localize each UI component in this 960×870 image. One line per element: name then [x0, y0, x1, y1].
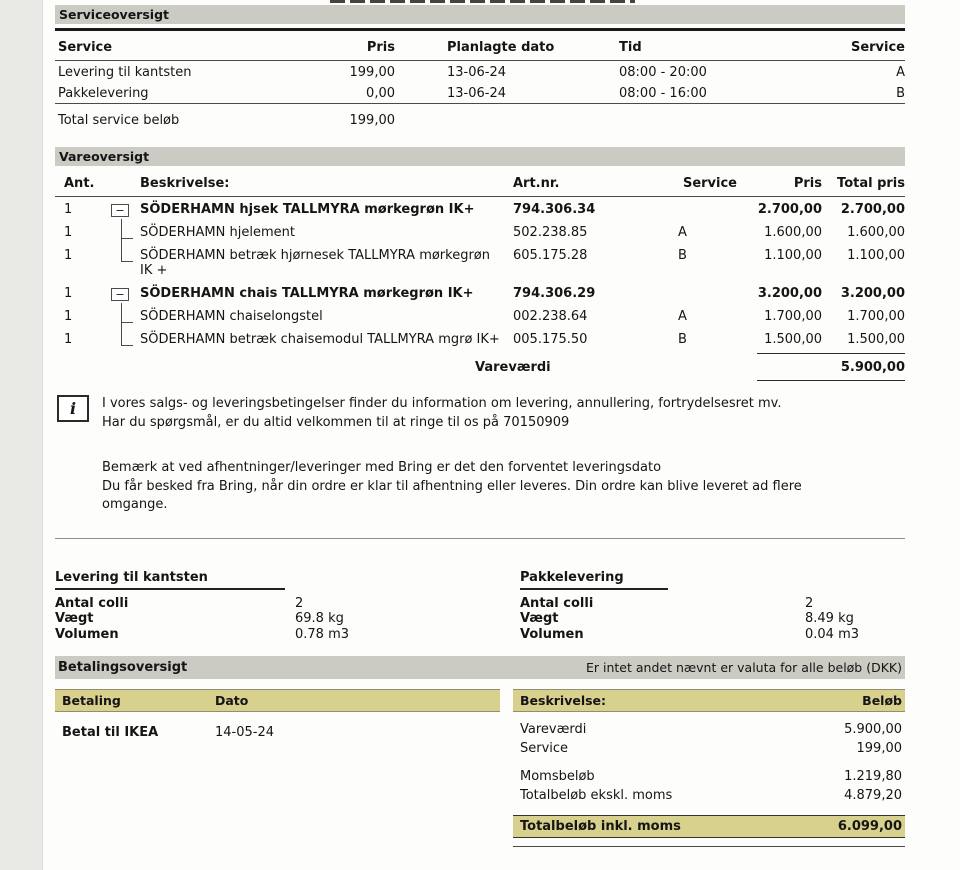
- items-subtotal-row: [55, 354, 905, 380]
- shipment-value: 2: [295, 595, 304, 611]
- service-price: 199,00: [349, 65, 395, 80]
- info-section: [55, 395, 905, 515]
- shipment-label: Antal colli: [520, 595, 594, 611]
- col-header-artnr: Art.nr.: [513, 176, 560, 191]
- col-header-pris: Pris: [793, 176, 822, 191]
- amount-row: [513, 720, 905, 739]
- section-header-betalingsoversigt: [55, 656, 905, 679]
- service-code: B: [896, 86, 905, 101]
- document-content: [55, 0, 905, 847]
- item-artnr: 002.238.64: [513, 309, 588, 324]
- service-table-header: [55, 31, 905, 60]
- item-qty: 1: [64, 309, 73, 324]
- payment-left-header: [55, 689, 500, 712]
- section-header-serviceoversigt: [55, 5, 905, 24]
- service-time: 08:00 - 16:00: [619, 86, 707, 101]
- col-header-belob: Beløb: [862, 693, 902, 708]
- shipment-value: 0.04 m3: [805, 626, 860, 642]
- shipment-value: 8.49 kg: [805, 611, 854, 626]
- item-description: SÖDERHAMN betræk hjørnesek TALLMYRA mørkegrøn IK +: [140, 248, 491, 278]
- item-qty: 1: [64, 332, 73, 347]
- shipment-kantsten: [55, 570, 520, 643]
- item-row-child: [55, 243, 905, 281]
- info-paragraph: Bemærk at ved afhentninger/leveringer med Bring er det den forventet leveringsdato: [102, 460, 662, 475]
- item-artnr: 005.175.50: [513, 332, 588, 347]
- items-table-header: [55, 166, 905, 196]
- shipment-row: [520, 611, 905, 627]
- tree-connector-icon: [121, 309, 135, 324]
- service-price: 0,00: [366, 86, 395, 101]
- item-artnr: 794.306.29: [513, 286, 596, 301]
- item-artnr: 794.306.34: [513, 202, 596, 217]
- info-paragraph: I vores salgs- og leveringsbetingelser finder du information om levering, annullering, fortrydelsesret mv.: [102, 396, 782, 411]
- item-service: B: [678, 332, 687, 347]
- shipment-row: [55, 627, 520, 643]
- shipment-label: Vægt: [520, 611, 559, 626]
- grand-total-value: 6.099,00: [837, 819, 902, 834]
- col-header-tid: Tid: [619, 40, 642, 55]
- item-description: SÖDERHAMN betræk chaisemodul TALLMYRA mgrø IK+: [140, 332, 500, 347]
- spacer: [513, 758, 905, 767]
- divider: [513, 846, 905, 847]
- shipment-value: 0.78 m3: [295, 626, 350, 642]
- grand-total-label: Totalbeløb inkl. moms: [520, 819, 681, 834]
- amount-label: Totalbeløb ekskl. moms: [520, 788, 673, 803]
- shipment-title: Levering til kantsten: [55, 570, 285, 590]
- service-total-row: [55, 104, 905, 140]
- item-price: 1.100,00: [764, 248, 822, 263]
- item-service: A: [678, 309, 687, 324]
- shipment-value: 2: [805, 595, 814, 611]
- shipment-details: [55, 570, 905, 643]
- item-row-child: [55, 220, 905, 243]
- subtotal-label: Vareværdi: [475, 360, 551, 375]
- amount-row: [513, 739, 905, 758]
- item-row-parent: [55, 281, 905, 304]
- section-title: Betalingsoversigt: [58, 660, 188, 675]
- col-header-betaling: Betaling: [62, 693, 121, 708]
- shipment-row: [55, 596, 520, 612]
- info-paragraph: Du får besked fra Bring, når din ordre er klar til afhentning eller leveres. Din ordre kan blive leveret ad flere omgange.: [102, 478, 802, 512]
- subtotal-underline: [757, 380, 905, 381]
- service-total-label: Total service beløb: [58, 113, 180, 128]
- currency-note: Er intet andet nævnt er valuta for alle beløb (DKK): [586, 660, 902, 675]
- col-header-pris: Pris: [366, 40, 395, 55]
- service-total-value: 199,00: [349, 113, 395, 128]
- col-header-service-code: Service: [850, 40, 905, 55]
- item-artnr: 502.238.85: [513, 225, 588, 240]
- grand-total-row: [513, 815, 905, 838]
- item-row-child: [55, 327, 905, 350]
- item-price: 1.500,00: [764, 332, 822, 347]
- item-total-price: 3.200,00: [840, 286, 905, 301]
- shipment-row: [55, 611, 520, 627]
- service-name: Pakkelevering: [58, 86, 149, 101]
- tree-connector-icon: [121, 332, 135, 347]
- service-name: Levering til kantsten: [58, 65, 192, 80]
- info-icon: i: [57, 395, 89, 422]
- spacer: [102, 432, 837, 459]
- shipment-row: [520, 596, 905, 612]
- payment-date: 14-05-24: [215, 725, 275, 740]
- tree-connector-icon: [121, 225, 135, 240]
- item-row-child: [55, 304, 905, 327]
- collapse-minus-icon: [111, 288, 129, 301]
- amount-value: 4.879,20: [844, 788, 902, 803]
- minus-glyph: −: [115, 288, 125, 301]
- item-price: 1.600,00: [764, 225, 822, 240]
- col-header-service: Service: [682, 176, 737, 191]
- info-paragraph: Har du spørgsmål, er du altid velkommen til at ringe til os på 70150909: [102, 414, 570, 430]
- payment-tables: [55, 689, 905, 847]
- amount-row: [513, 786, 905, 805]
- item-artnr: 605.175.28: [513, 248, 588, 263]
- item-qty: 1: [64, 248, 73, 263]
- item-price: 2.700,00: [757, 202, 822, 217]
- payment-payee: Betal til IKEA: [62, 725, 159, 740]
- divider-light: [55, 538, 905, 539]
- shipment-row: [520, 627, 905, 643]
- tree-connector-icon: [121, 248, 135, 278]
- shipment-title: Pakkelevering: [520, 570, 668, 590]
- col-header-beskrivelse: Beskrivelse:: [520, 693, 607, 708]
- item-row-parent: [55, 197, 905, 220]
- col-header-dato: Dato: [215, 693, 249, 708]
- item-qty: 1: [64, 286, 73, 301]
- shipment-label: Volumen: [520, 626, 584, 642]
- page-left-margin: [0, 0, 43, 870]
- shipment-value: 69.8 kg: [295, 611, 344, 626]
- col-header-service: Service: [58, 40, 113, 55]
- shipment-label: Vægt: [55, 611, 94, 626]
- item-total-price: 1.500,00: [847, 332, 905, 347]
- item-qty: 1: [64, 225, 73, 240]
- minus-glyph: −: [115, 204, 125, 217]
- amount-label: Momsbeløb: [520, 769, 595, 784]
- service-time: 08:00 - 20:00: [619, 65, 707, 80]
- section-title: Serviceoversigt: [59, 7, 169, 22]
- shipment-label: Volumen: [55, 626, 119, 642]
- item-qty: 1: [64, 202, 73, 217]
- section-header-vareoversigt: [55, 147, 905, 166]
- service-code: A: [896, 65, 905, 80]
- section-title: Vareoversigt: [59, 149, 150, 164]
- subtotal-value: 5.900,00: [840, 360, 905, 375]
- item-price: 3.200,00: [757, 286, 822, 301]
- amount-label: Vareværdi: [520, 722, 587, 737]
- amount-value: 5.900,00: [844, 722, 902, 737]
- payment-left-table: [55, 689, 500, 847]
- payment-right-header: [513, 689, 905, 712]
- service-row: [55, 61, 905, 82]
- item-total-price: 2.700,00: [840, 202, 905, 217]
- item-total-price: 1.100,00: [847, 248, 905, 263]
- amount-value: 1.219,80: [844, 769, 902, 784]
- item-total-price: 1.700,00: [847, 309, 905, 324]
- item-service: A: [678, 225, 687, 240]
- col-header-total-pris: Total pris: [837, 176, 905, 191]
- col-header-beskrivelse: Beskrivelse:: [140, 176, 230, 191]
- service-date: 13-06-24: [447, 86, 507, 101]
- shipment-label: Antal colli: [55, 595, 129, 611]
- item-total-price: 1.600,00: [847, 225, 905, 240]
- col-header-planlagte-dato: Planlagte dato: [447, 40, 555, 55]
- amount-label: Service: [520, 741, 569, 756]
- payment-right-table: [513, 689, 905, 847]
- item-description: SÖDERHAMN hjsek TALLMYRA mørkegrøn IK+: [140, 202, 475, 217]
- collapse-minus-icon: [111, 204, 129, 217]
- service-date: 13-06-24: [447, 65, 507, 80]
- item-description: SÖDERHAMN hjelement: [140, 225, 295, 240]
- item-price: 1.700,00: [764, 309, 822, 324]
- item-description: SÖDERHAMN chaiselongstel: [140, 309, 323, 324]
- service-row: [55, 82, 905, 103]
- payment-row: [55, 712, 500, 740]
- item-service: B: [678, 248, 687, 263]
- amount-row: [513, 767, 905, 786]
- shipment-pakkelevering: [520, 570, 905, 643]
- amount-value: 199,00: [856, 741, 902, 756]
- item-description: SÖDERHAMN chais TALLMYRA mørkegrøn IK+: [140, 286, 474, 301]
- col-header-ant: Ant.: [64, 176, 95, 191]
